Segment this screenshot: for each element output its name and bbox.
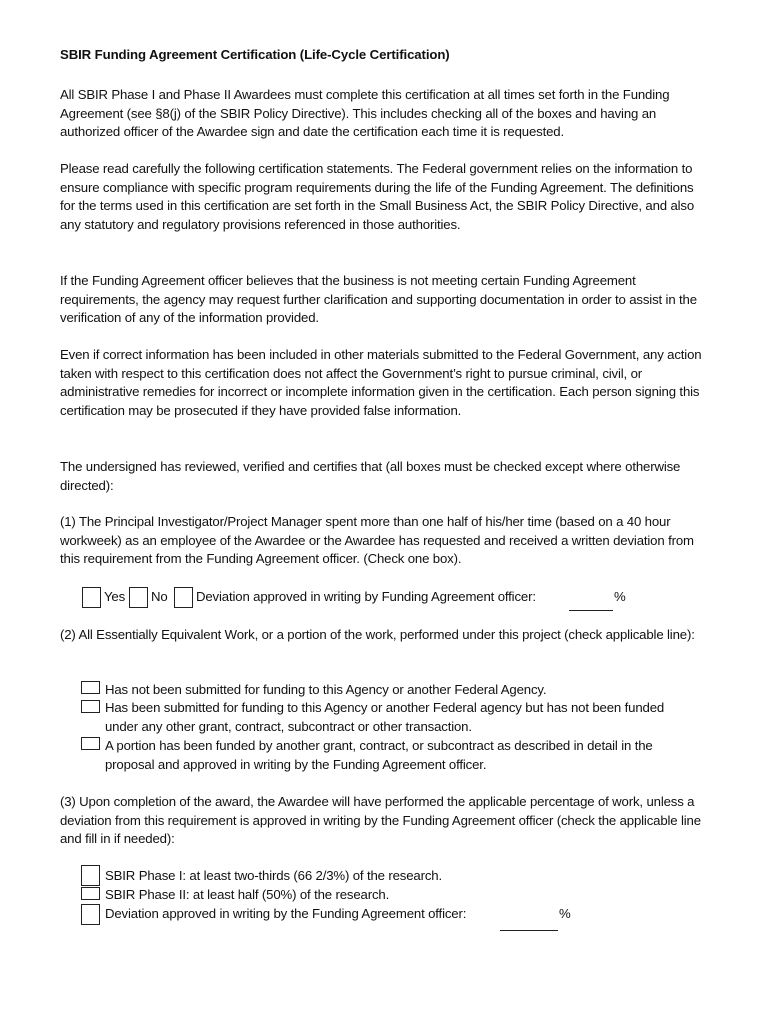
q1-deviation-label: Deviation approved in writing by Funding Agreement officer: xyxy=(196,589,536,604)
q2-option-2-label: Has been submitted for funding to this Agency or another Federal agency but has not been funded under any other grant, contract, subcontract or other transaction. xyxy=(105,700,665,734)
q2-option-1-checkbox[interactable] xyxy=(81,681,100,694)
q3-option-3-label: Deviation approved in writing by the Funding Agreement officer: xyxy=(105,906,467,921)
instructions-paragraph: Please read carefully the following certification statements. The Federal government relies on the information to ensure compliance with specific program requirements during the life of the Funding Agreement. The definitions for the terms used in this certification are set forth in the Small Business Act, the SBIR Policy Directive, and also any statutory and regulatory provisions referenced in those authorities. xyxy=(60,161,695,232)
q2-option-3-checkbox[interactable] xyxy=(81,737,100,750)
q3-option-3-checkbox[interactable] xyxy=(81,904,100,925)
q2-option-1-label: Has not been submitted for funding to this Agency or another Federal Agency. xyxy=(105,682,547,697)
question-3-text: (3) Upon completion of the award, the Awardee will have performed the applicable percentage of work, unless a deviation from this requirement is approved in writing by the Funding Agreement officer (check the applicable line and fill in if needed): xyxy=(60,794,701,847)
q1-deviation-checkbox[interactable] xyxy=(174,587,193,608)
q3-option-2-label: SBIR Phase II: at least half (50%) of the research. xyxy=(105,887,390,902)
undersigned-paragraph: The undersigned has reviewed, verified and certifies that (all boxes must be checked except where otherwise directed): xyxy=(60,459,681,493)
q2-option-3-label: A portion has been funded by another grant, contract, or subcontract as described in detail in the proposal and approved in writing by the Funding Agreement officer. xyxy=(105,738,653,772)
q3-percent-field[interactable] xyxy=(500,930,558,931)
q1-percent-sign: % xyxy=(614,589,626,604)
q3-option-1-label: SBIR Phase I: at least two-thirds (66 2/3%) of the research. xyxy=(105,868,442,883)
clarification-paragraph: If the Funding Agreement officer believes that the business is not meeting certain Funding Agreement requirements, the agency may request further clarification and supporting documentation in order to assist in the verification of any of the information provided. xyxy=(60,273,697,326)
q1-no-checkbox[interactable] xyxy=(129,587,148,608)
q2-option-2-checkbox[interactable] xyxy=(81,700,100,713)
question-2-text: (2) All Essentially Equivalent Work, or a portion of the work, performed under this project (check applicable line): xyxy=(60,627,695,642)
remedies-paragraph: Even if correct information has been included in other materials submitted to the Federal Government, any action taken with respect to this certification does not affect the Government’s right to pursue criminal, civil, or administrative remedies for incorrect or incomplete information given in the certification. Each person signing this certification may be prosecuted if they have provided false information. xyxy=(60,347,702,418)
question-1-text: (1) The Principal Investigator/Project Manager spent more than one half of his/her time (based on a 40 hour workweek) as an employee of the Awardee or the Awardee has requested and received a written deviation from this requirement from the Funding Agreement officer. (Check one box). xyxy=(60,514,694,567)
q3-option-1-checkbox[interactable] xyxy=(81,865,100,886)
intro-paragraph: All SBIR Phase I and Phase II Awardees must complete this certification at all times set forth in the Funding Agreement (see §8(j) of the SBIR Policy Directive). This includes checking all of the boxes and having an authorized officer of the Awardee sign and date the certification each time it is requested. xyxy=(60,87,670,140)
q3-percent-sign: % xyxy=(559,906,571,921)
page-title: SBIR Funding Agreement Certification (Life-Cycle Certification) xyxy=(60,47,450,62)
q1-yes-label: Yes xyxy=(104,589,126,604)
q1-percent-field[interactable] xyxy=(569,610,613,611)
q3-option-2-checkbox[interactable] xyxy=(81,887,100,900)
q1-no-label: No xyxy=(151,589,168,604)
q1-yes-checkbox[interactable] xyxy=(82,587,101,608)
